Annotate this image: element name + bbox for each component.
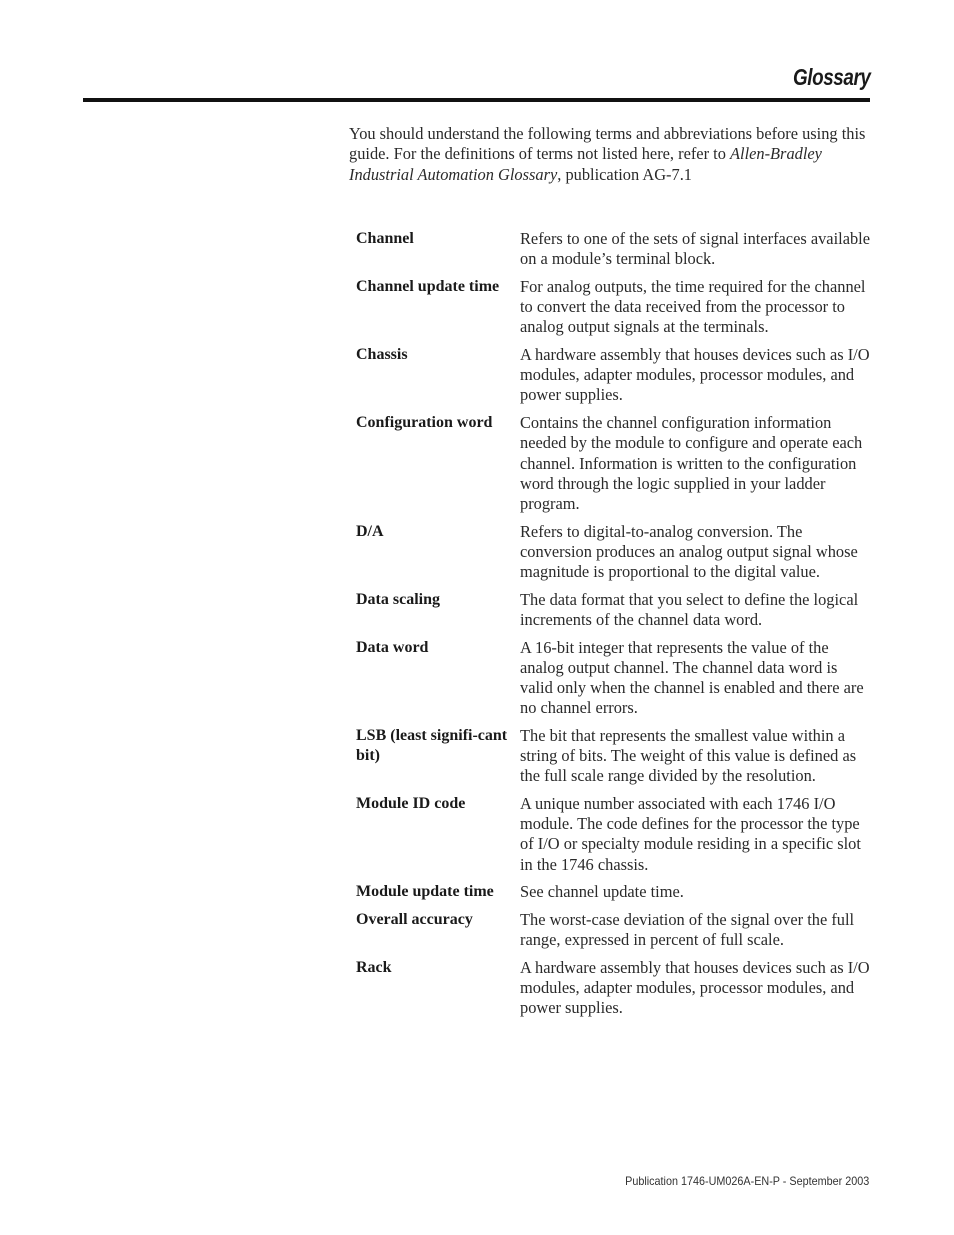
glossary-definition: The data format that you select to define the logical increments of the channel data word. [520,589,859,629]
glossary-term: Module update time [356,883,494,901]
glossary-term: Data scaling [356,590,440,608]
glossary-entry-data-word [356,638,872,719]
intro-text: You should understand the following terms and abbreviations before using this guide. For the definitions of terms not listed here, refer to [349,124,866,164]
page-title: Glossary [792,64,870,90]
glossary-entry-rack [356,958,872,1019]
glossary-entry-module-id-code [356,794,872,875]
intro-publication: , publication AG-7.1 [557,164,693,184]
glossary-entry-data-scaling [356,590,872,630]
glossary-entry-channel-update-time [356,277,872,338]
glossary-list [356,229,872,1026]
glossary-term: D/A [356,522,384,540]
glossary-term: Module ID code [356,795,466,813]
glossary-definition: A unique number associated with each 1746 I/O module. The code defines for the processor the type of I/O or specialty module residing in a specific slot in the 1746 chassis. [520,794,861,874]
glossary-definition: The worst-case deviation of the signal over the full range, expressed in percent of full scale. [520,910,855,950]
glossary-entry-chassis [356,345,872,406]
title-rule [83,98,870,102]
glossary-definition: Refers to one of the sets of signal interfaces available on a module’s terminal block. [520,229,870,269]
glossary-term: LSB (least signifi-cant bit) [356,726,508,765]
glossary-entry-channel [356,229,872,269]
glossary-term: Configuration word [356,414,493,432]
glossary-entry-lsb [356,726,872,787]
glossary-entry-d-a [356,522,872,583]
glossary-reference-title: Allen-Bradley Industrial Automation Glossary [349,144,822,184]
intro-paragraph [349,124,869,185]
glossary-term: Channel update time [356,277,500,295]
glossary-definition: The bit that represents the smallest value within a string of bits. The weight of this value is defined as the full scale range divided by the resolution. [520,725,857,786]
glossary-definition: Contains the channel configuration information needed by the module to configure and operate each channel. Information is written to the configuration word through the logic supplied in your ladder program. [520,413,863,513]
publication-footer: Publication 1746-UM026A-EN-P - September 2003 [624,1174,869,1188]
glossary-definition: Refers to digital-to-analog conversion. The conversion produces an analog output signal whose magnitude is proportional to the digital value. [520,521,858,582]
glossary-definition: A 16-bit integer that represents the value of the analog output channel. The channel data word is valid only when the channel is enabled and there are no channel errors. [520,637,864,718]
glossary-entry-module-update-time [356,882,872,902]
glossary-entry-overall-accuracy [356,910,872,950]
glossary-definition: For analog outputs, the time required for the channel to convert the data received from the processor to analog output signals at the terminals. [520,276,866,337]
glossary-term: Rack [356,959,392,976]
glossary-term: Data word [356,638,429,656]
glossary-term: Chassis [356,346,408,364]
glossary-definition: A hardware assembly that houses devices such as I/O modules, adapter modules, processor modules, and power supplies. [520,958,870,1018]
glossary-term: Channel [356,230,414,247]
glossary-definition: A hardware assembly that houses devices such as I/O modules, adapter modules, processor modules, and power supplies. [520,345,870,405]
glossary-term: Overall accuracy [356,911,473,929]
glossary-entry-configuration-word [356,413,872,514]
glossary-definition: See channel update time. [520,882,684,902]
